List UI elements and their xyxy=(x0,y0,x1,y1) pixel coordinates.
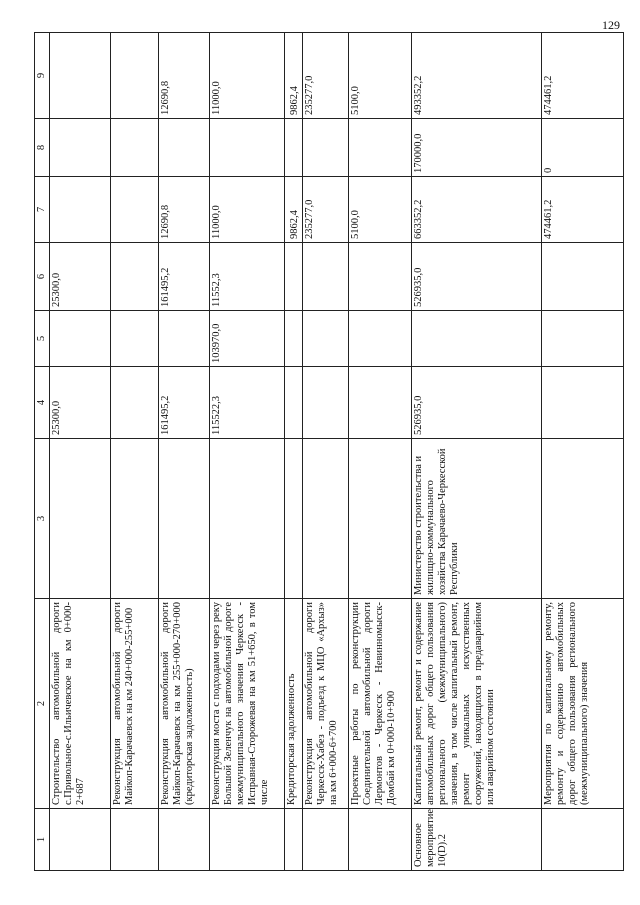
cell-col4 xyxy=(285,367,303,439)
header-cell-6: 6 xyxy=(35,243,50,311)
cell-col9: 11000,0 xyxy=(210,33,285,119)
cell-col4 xyxy=(302,367,348,439)
cell-col7 xyxy=(110,177,159,243)
header-cell-5: 5 xyxy=(35,311,50,367)
cell-col8 xyxy=(110,119,159,177)
rotated-table-container xyxy=(34,33,624,871)
cell-col2: Капитальный ремонт, ремонт и содержание автомобильных дорог общего пользования регионального (межмуниципального) значения, в том числе капитальный ремонт, ремонт уникальных искусственных сооружений, находящихся в предаварийном или аварийном состоянии xyxy=(411,599,541,809)
cell-col6 xyxy=(110,243,159,311)
header-cell-2: 2 xyxy=(35,599,50,809)
cell-col8: 0 xyxy=(542,119,624,177)
cell-col9: 9862,4 xyxy=(285,33,303,119)
table-row xyxy=(411,33,541,871)
cell-col2: Реконструкция моста с подходами через реку Большой Зеленчук на автомобильной дороге межмуниципального значения Черкесск - Исправная-Сторожевая на км 51+650, в том числе xyxy=(210,599,285,809)
cell-col5 xyxy=(349,311,412,367)
cell-col6: 526935,0 xyxy=(411,243,541,311)
cell-col1: Основное мероприятие 10(D).2 xyxy=(411,809,541,871)
cell-col4 xyxy=(110,367,159,439)
cell-col7: 474461,2 xyxy=(542,177,624,243)
budget-table xyxy=(34,32,624,871)
cell-col1 xyxy=(302,809,348,871)
cell-col5 xyxy=(50,311,110,367)
cell-col1 xyxy=(285,809,303,871)
header-cell-3: 3 xyxy=(35,439,50,599)
cell-col7 xyxy=(50,177,110,243)
table-row xyxy=(302,33,348,871)
cell-col9 xyxy=(50,33,110,119)
table-row xyxy=(110,33,159,871)
header-cell-7: 7 xyxy=(35,177,50,243)
header-cell-4: 4 xyxy=(35,367,50,439)
table-header-row xyxy=(35,33,50,871)
cell-col6 xyxy=(285,243,303,311)
cell-col9: 12690,8 xyxy=(159,33,210,119)
cell-col1 xyxy=(110,809,159,871)
cell-col1 xyxy=(542,809,624,871)
cell-col1 xyxy=(349,809,412,871)
header-cell-9: 9 xyxy=(35,33,50,119)
table-row xyxy=(285,33,303,871)
cell-col6: 25300,0 xyxy=(50,243,110,311)
cell-col8 xyxy=(159,119,210,177)
cell-col3 xyxy=(349,439,412,599)
cell-col5 xyxy=(159,311,210,367)
cell-col4: 25300,0 xyxy=(50,367,110,439)
cell-col3 xyxy=(210,439,285,599)
cell-col7: 235277,0 xyxy=(302,177,348,243)
cell-col7: 12690,8 xyxy=(159,177,210,243)
cell-col6: 161495,2 xyxy=(159,243,210,311)
cell-col9: 474461,2 xyxy=(542,33,624,119)
cell-col5 xyxy=(542,311,624,367)
cell-col2: Проектные работы по реконструкции Соединительной автомобильной дороги Лермонтов - Черкесск - Невинномысск-Домбай км 0+000-10+900 xyxy=(349,599,412,809)
table-row xyxy=(50,33,110,871)
cell-col3 xyxy=(110,439,159,599)
cell-col4: 161495,2 xyxy=(159,367,210,439)
cell-col3 xyxy=(285,439,303,599)
cell-col5 xyxy=(302,311,348,367)
cell-col8 xyxy=(210,119,285,177)
cell-col5 xyxy=(411,311,541,367)
cell-col7: 9862,4 xyxy=(285,177,303,243)
cell-col9: 5100,0 xyxy=(349,33,412,119)
cell-col2: Строительство автомобильной дороги с.Привольное-с.Ильичевское на км 0+000-2+687 xyxy=(50,599,110,809)
table-row xyxy=(159,33,210,871)
cell-col8 xyxy=(302,119,348,177)
cell-col7: 5100,0 xyxy=(349,177,412,243)
cell-col6 xyxy=(542,243,624,311)
page-number: 129 xyxy=(602,18,620,32)
cell-col6 xyxy=(349,243,412,311)
cell-col1 xyxy=(159,809,210,871)
cell-col4 xyxy=(349,367,412,439)
cell-col8 xyxy=(50,119,110,177)
cell-col5 xyxy=(110,311,159,367)
header-cell-8: 8 xyxy=(35,119,50,177)
cell-col5: 103970,0 xyxy=(210,311,285,367)
cell-col3 xyxy=(50,439,110,599)
cell-col9 xyxy=(110,33,159,119)
table-row xyxy=(542,33,624,871)
cell-col3 xyxy=(542,439,624,599)
cell-col6: 11552,3 xyxy=(210,243,285,311)
table-row xyxy=(210,33,285,871)
cell-col4: 526935,0 xyxy=(411,367,541,439)
cell-col7: 663352,2 xyxy=(411,177,541,243)
header-cell-1: 1 xyxy=(35,809,50,871)
cell-col2: Реконструкция автомобильной дороги Черкесск-Хабез - подъезд к МЦО «Архыз» на км 6+000-6+700 xyxy=(302,599,348,809)
cell-col3 xyxy=(302,439,348,599)
cell-col8 xyxy=(285,119,303,177)
cell-col9: 493352,2 xyxy=(411,33,541,119)
cell-col4: 115522,3 xyxy=(210,367,285,439)
cell-col2: Реконструкция автомобильной дороги Майкоп-Карачаевск на км 255+000-270+000 (кредиторская задолженность) xyxy=(159,599,210,809)
cell-col4 xyxy=(542,367,624,439)
cell-col9: 235277,0 xyxy=(302,33,348,119)
cell-col8 xyxy=(349,119,412,177)
table-row xyxy=(349,33,412,871)
cell-col1 xyxy=(210,809,285,871)
cell-col3: Министерство строительства и жилищно-коммунального хозяйства Карачаево-Черкесской Республики xyxy=(411,439,541,599)
cell-col1 xyxy=(50,809,110,871)
cell-col2: Мероприятия по капитальному ремонту, ремонту и содержанию автомобильных дорог общего пользования регионального (межмуниципального) значения xyxy=(542,599,624,809)
cell-col2: Кредиторская задолженность xyxy=(285,599,303,809)
cell-col2: Реконструкция автомобильной дороги Майкоп-Карачаевск на км 240+000-255+000 xyxy=(110,599,159,809)
cell-col6 xyxy=(302,243,348,311)
cell-col7: 11000,0 xyxy=(210,177,285,243)
cell-col8: 170000,0 xyxy=(411,119,541,177)
cell-col5 xyxy=(285,311,303,367)
cell-col3 xyxy=(159,439,210,599)
